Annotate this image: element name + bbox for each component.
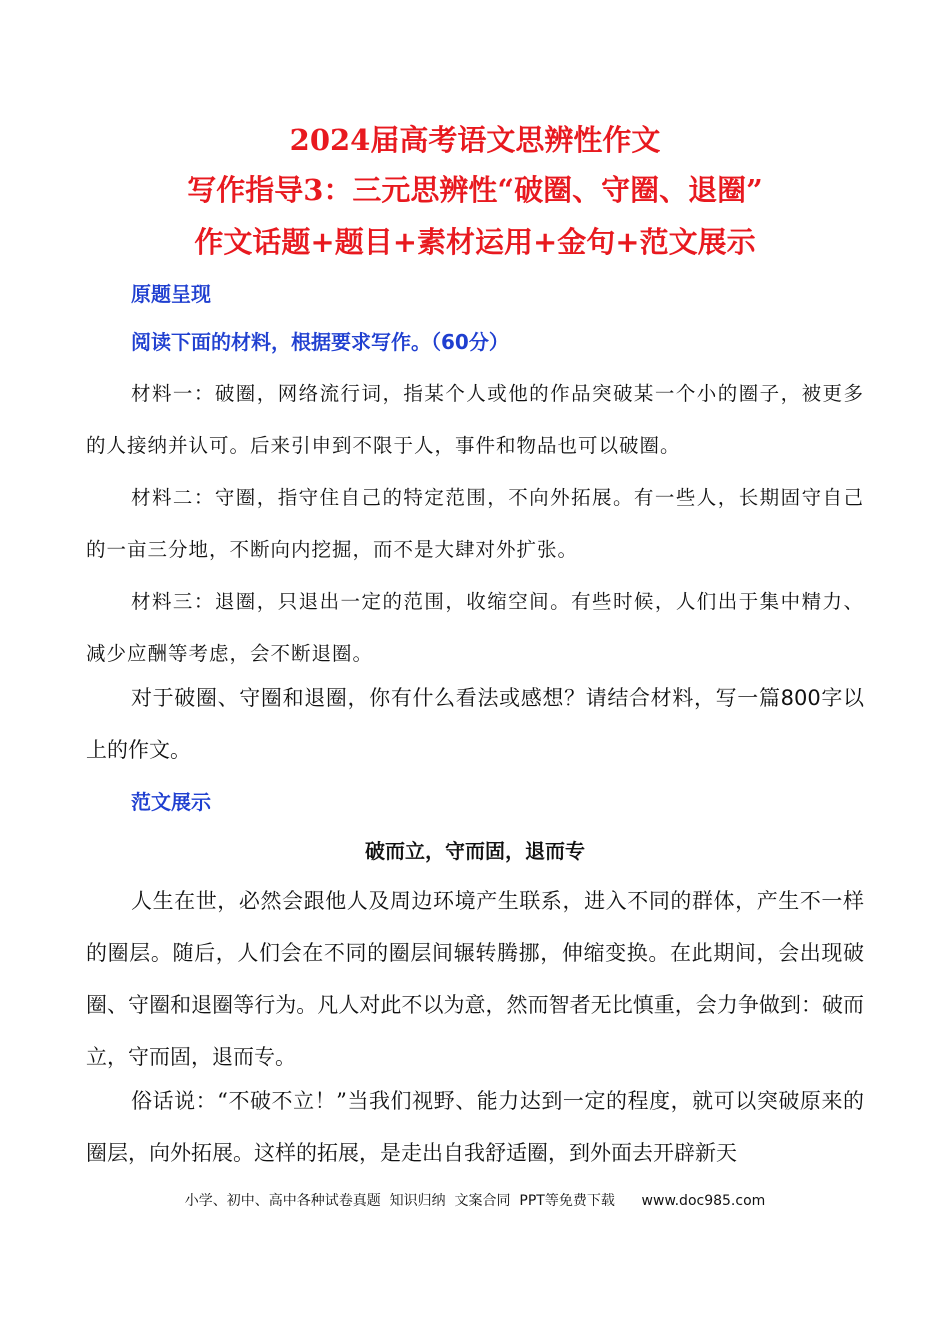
document-title-line2: 写作指导3：三元思辨性“破圈、守圈、退圈” — [187, 173, 763, 207]
material-one-paragraph: 材料一：破圈，网络流行词，指某个人或他的作品突破某一个小的圈子，被更多的人接纳并认可。后来引申到不限于人，事件和物品也可以破圈。 — [86, 382, 864, 457]
document-title-line1: 2024届高考语文思辨性作文 — [289, 123, 661, 157]
essay-paragraph-2: 俗话说：“不破不立！”当我们视野、能力达到一定的程度，就可以突破原来的圈层，向外拓展。这样的拓展，是走出自我舒适圈，到外面去开辟新天 — [86, 1089, 864, 1165]
prompt-heading: 阅读下面的材料，根据要求写作。（60分） — [131, 330, 509, 354]
original-question-heading: 原题呈现 — [131, 282, 211, 306]
material-two-paragraph: 材料二：守圈，指守住自己的特定范围，不向外拓展。有一些人，长期固守自己的一亩三分地，不断向内挖掘，而不是大肆对外扩张。 — [86, 486, 864, 561]
document-title-line3: 作文话题+题目+素材运用+金句+范文展示 — [194, 225, 756, 259]
sample-essay-heading: 范文展示 — [131, 790, 211, 814]
essay-title: 破而立，守而固，退而专 — [365, 839, 585, 863]
material-three-paragraph: 材料三：退圈，只退出一定的范围，收缩空间。有些时候，人们出于集中精力、减少应酬等考虑，会不断退圈。 — [86, 590, 864, 665]
page-footer: 小学、初中、高中各种试卷真题 知识归纳 文案合同 PPT等免费下载 www.doc985.com — [184, 1193, 766, 1209]
writing-task-paragraph: 对于破圈、守圈和退圈，你有什么看法或感想？请结合材料，写一篇800字以上的作文。 — [86, 686, 864, 762]
essay-paragraph-1: 人生在世，必然会跟他人及周边环境产生联系，进入不同的群体，产生不一样的圈层。随后，人们会在不同的圈层间辗转腾挪，伸缩变换。在此期间，会出现破圈、守圈和退圈等行为。凡人对此不以为意，然而智者无比慎重，会力争做到：破而立，守而固，退而专。 — [86, 889, 864, 1069]
